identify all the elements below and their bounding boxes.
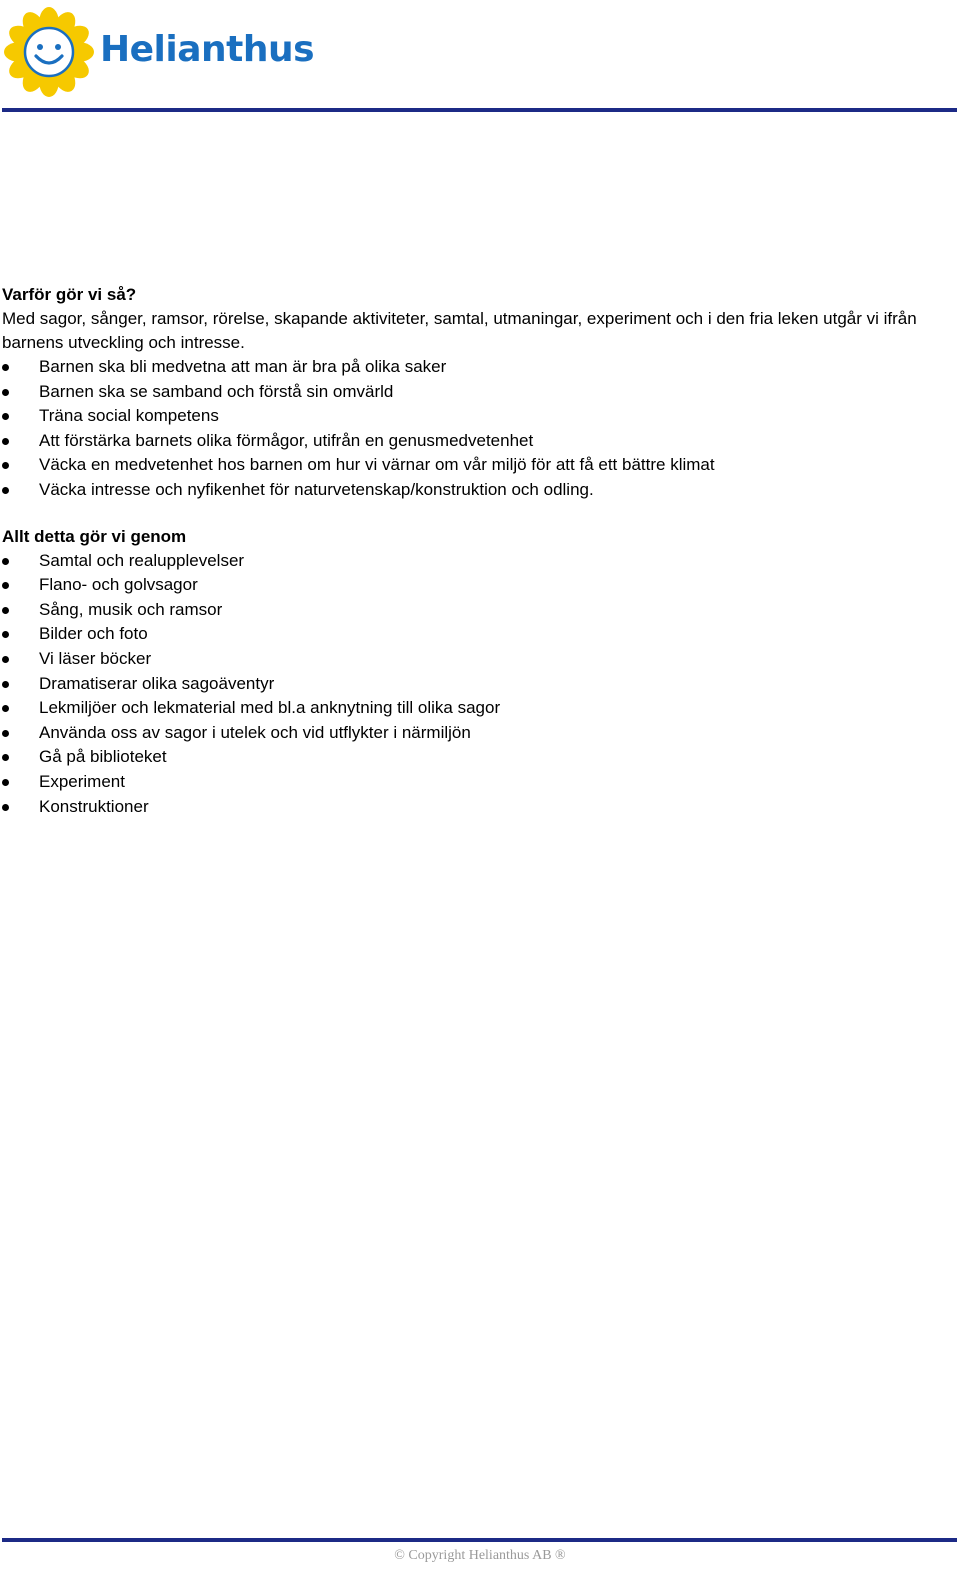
list-item <box>2 404 942 429</box>
intro-paragraph: Med sagor, sånger, ramsor, rörelse, skapande aktiviteter, samtal, utmaningar, experiment och i den fria leken utgår vi ifrån barnens utveckling och intresse. <box>2 309 917 352</box>
list-item-text: Barnen ska se samband och förstå sin omvärld <box>39 381 394 401</box>
list-item <box>2 770 942 795</box>
bullet-icon <box>2 779 9 786</box>
list-item <box>2 573 942 598</box>
list-item <box>2 696 942 721</box>
page-header <box>0 0 960 112</box>
list-item <box>2 672 942 697</box>
bullet-icon <box>2 413 9 420</box>
list-item-text: Att förstärka barnets olika förmågor, utifrån en genusmedvetenhet <box>39 430 534 450</box>
list-item <box>2 355 942 380</box>
list-item <box>2 598 942 623</box>
list-item-text: Träna social kompetens <box>39 406 219 426</box>
header-divider <box>2 108 957 112</box>
section-heading-how: Allt detta gör vi genom <box>2 526 187 546</box>
list-item-text: Barnen ska bli medvetna att man är bra på olika saker <box>39 357 447 376</box>
main-content <box>2 283 942 819</box>
list-item-text: Sång, musik och ramsor <box>39 599 223 619</box>
bullet-icon <box>2 487 9 494</box>
bullet-icon <box>2 607 9 614</box>
sun-smiley-icon <box>3 6 95 98</box>
bullet-icon <box>2 705 9 712</box>
list-item <box>2 745 942 770</box>
bullet-icon <box>2 438 9 445</box>
bullet-icon <box>2 681 9 688</box>
bullet-icon <box>2 730 9 737</box>
list-item-text: Väcka intresse och nyfikenhet för naturvetenskap/konstruktion och odling. <box>39 479 594 499</box>
bullet-icon <box>2 754 9 761</box>
list-item <box>2 647 942 672</box>
list-item-text: Samtal och realupplevelser <box>39 550 245 570</box>
bullet-icon <box>2 389 9 396</box>
list-item-text: Lekmiljöer och lekmaterial med bl.a anknytning till olika sagor <box>39 698 501 718</box>
bullet-icon <box>2 364 9 371</box>
list-item <box>2 795 942 820</box>
list-item <box>2 429 942 454</box>
footer-divider <box>2 1538 957 1542</box>
list-item-text: Experiment <box>39 771 125 791</box>
list-item-text: Vi läser böcker <box>39 648 152 668</box>
list-item-text: Väcka en medvetenhet hos barnen om hur vi värnar om vår miljö för att få ett bättre klimat <box>39 455 715 475</box>
list-item-text: Dramatiserar olika sagoäventyr <box>39 673 275 693</box>
section-heading-why: Varför gör vi så? <box>2 285 137 304</box>
bullet-icon <box>2 558 9 565</box>
list-item <box>2 549 942 574</box>
list-item <box>2 478 942 503</box>
list-item-text: Gå på biblioteket <box>39 747 167 767</box>
list-item-text: Använda oss av sagor i utelek och vid utflykter i närmiljön <box>39 722 471 742</box>
bullet-icon <box>2 804 9 811</box>
list-item <box>2 380 942 405</box>
brand-name: Helianthus <box>100 29 315 70</box>
bullet-icon <box>2 631 9 638</box>
methods-list <box>2 549 942 820</box>
goals-list <box>2 355 942 503</box>
bullet-icon <box>2 462 9 469</box>
list-item <box>2 453 942 478</box>
list-item-text: Flano- och golvsagor <box>39 575 198 595</box>
list-item <box>2 721 942 746</box>
list-item <box>2 622 942 647</box>
list-item-text: Bilder och foto <box>39 624 148 644</box>
list-item-text: Konstruktioner <box>39 796 149 816</box>
bullet-icon <box>2 582 9 589</box>
bullet-icon <box>2 656 9 663</box>
copyright-text: © Copyright Helianthus AB ® <box>394 1548 566 1563</box>
